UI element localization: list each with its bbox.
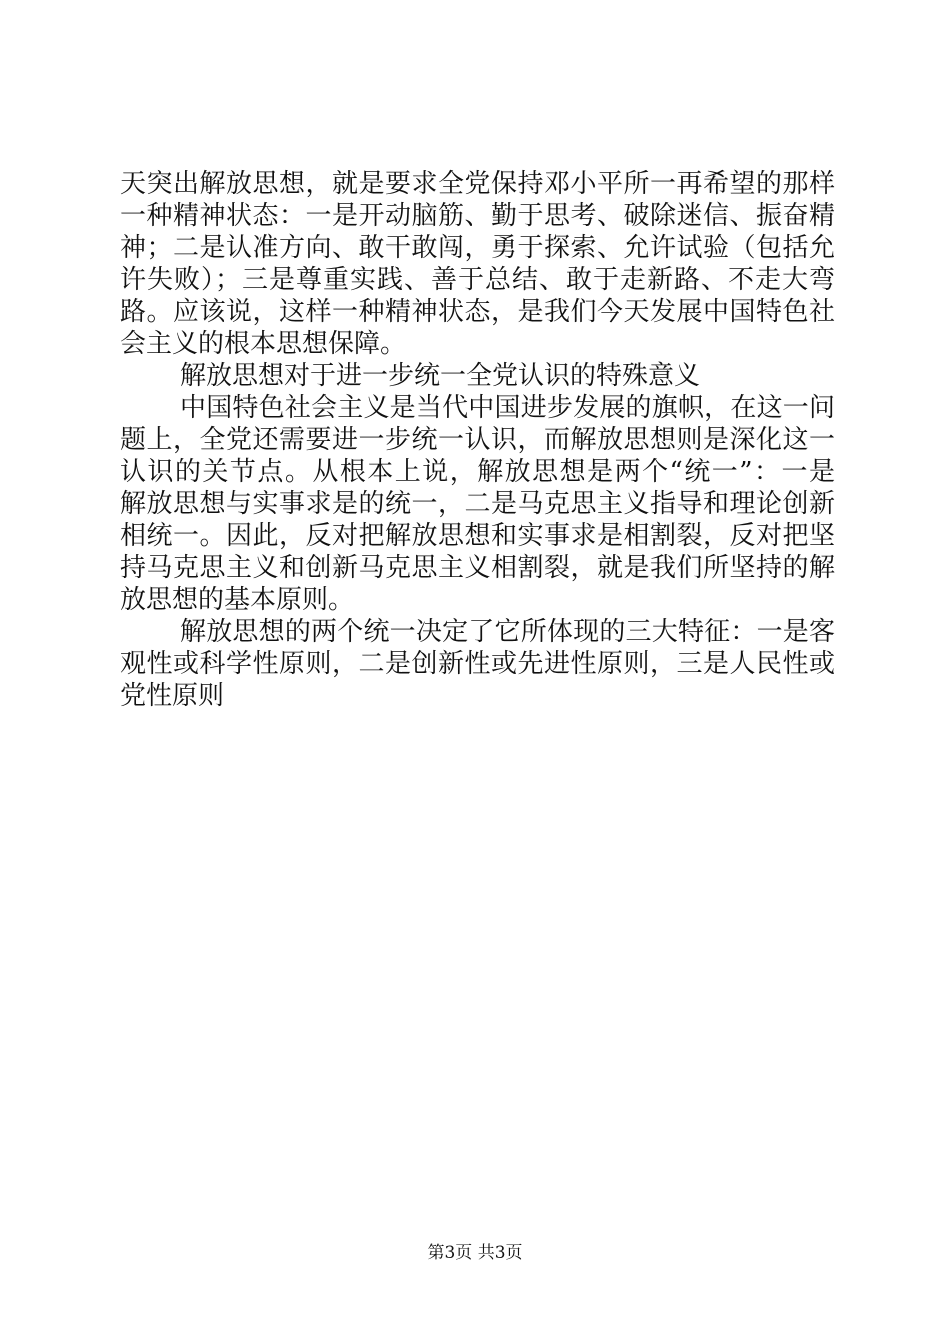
paragraph-3-line-6: 持马克思主义和创新马克思主义相割裂，就是我们所坚持的解 [120, 553, 835, 583]
paragraph-4-line-1: 解放思想的两个统一决定了它所体现的三大特征：一是客 [180, 617, 835, 647]
body-text [120, 168, 835, 712]
section-heading: 解放思想对于进一步统一全党认识的特殊意义 [180, 361, 701, 391]
paragraph-3-line-5: 相统一。因此，反对把解放思想和实事求是相割裂，反对把坚 [120, 521, 835, 551]
paragraph-4-line-3: 党性原则 [120, 681, 225, 711]
paragraph-1-line-3: 神；二是认准方向、敢干敢闯，勇于探索、允许试验（包括允 [120, 233, 835, 263]
paragraph-3-line-2: 题上，全党还需要进一步统一认识，而解放思想则是深化这一 [120, 425, 835, 455]
paragraph-3-line-1: 中国特色社会主义是当代中国进步发展的旗帜，在这一问 [180, 393, 835, 423]
page-footer [0, 1241, 950, 1265]
paragraph-3-line-7: 放思想的基本原则。 [120, 585, 355, 615]
paragraph-1-line-5: 路。应该说，这样一种精神状态，是我们今天发展中国特色社 [120, 297, 835, 327]
paragraph-1-line-1: 天突出解放思想，就是要求全党保持邓小平所一再希望的那样 [120, 169, 835, 199]
paragraph-3-line-3: 认识的关节点。从根本上说，解放思想是两个“统一”：一是 [120, 457, 835, 487]
paragraph-1-line-6: 会主义的根本思想保障。 [120, 329, 407, 359]
paragraph-4-line-2: 观性或科学性原则，二是创新性或先进性原则，三是人民性或 [120, 649, 835, 679]
paragraph-1-line-2: 一种精神状态：一是开动脑筋、勤于思考、破除迷信、振奋精 [120, 201, 835, 231]
paragraph-3-line-4: 解放思想与实事求是的统一，二是马克思主义指导和理论创新 [120, 489, 835, 519]
paragraph-1-line-4: 许失败）；三是尊重实践、善于总结、敢于走新路、不走大弯 [120, 265, 835, 295]
page-number: 第3页 共3页 [427, 1243, 523, 1263]
